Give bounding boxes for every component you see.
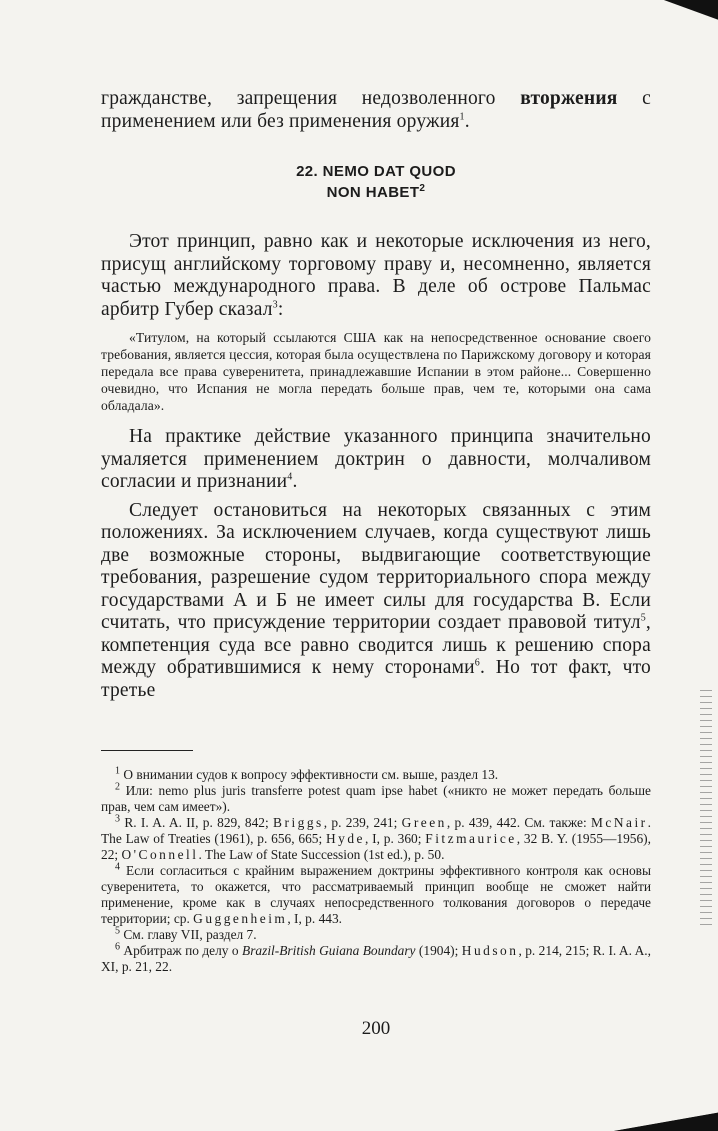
case-title: Brazil-British Guiana Boundary — [242, 943, 416, 958]
footnote-number: 6 — [115, 941, 120, 953]
text: , компетенция суда все равно сводится лишь к решению спора между обратившимися к нему сторонами — [101, 612, 651, 678]
footnote-number: 4 — [115, 861, 120, 873]
text: Следует остановиться на некоторых связанных с этим положениях. За исключением случаев, когда существуют лишь две возможные стороны, выдвигающие соответствующие требования, разрешение судом территориального спора между государствами А и Б не имеет силы для государства В. Если считать, что присуждение территории создает правовой титул — [101, 499, 651, 633]
section-heading — [101, 161, 651, 203]
text: , p. 214, 215; R. I. A. A., XI, p. 21, 22. — [101, 943, 651, 974]
text: гражданстве, запрещения недозволенного — [101, 88, 521, 109]
text: NON HABET — [326, 184, 420, 201]
text: . The Law of State Succession (1st ed.), p. 50. — [198, 847, 445, 862]
continuation-paragraph — [101, 88, 651, 133]
section-heading-line2 — [101, 182, 651, 203]
page-corner-shadow-bottom — [608, 1109, 718, 1131]
footnote-number: 2 — [115, 781, 120, 793]
author: Guggenheim — [193, 911, 288, 926]
text: Арбитраж по делу о — [123, 943, 243, 958]
text: : — [277, 298, 284, 320]
paragraph-2 — [101, 426, 651, 494]
text: . Но тот факт, что третье — [101, 657, 651, 701]
text: . The Law of Treaties (1961), p. 656, 665; — [101, 815, 651, 846]
paragraph-1 — [101, 231, 651, 321]
author: O'Connell — [121, 847, 199, 862]
text: , I, p. 360; — [365, 831, 426, 846]
footnote-4 — [101, 863, 651, 927]
text: , p. 439, 442. См. также: — [446, 815, 591, 830]
text: . — [464, 110, 470, 132]
author: Briggs — [273, 815, 324, 830]
footnote-2 — [101, 783, 651, 815]
text: . — [292, 471, 298, 492]
text: , 32 B. Y. (1955—1956), 22; — [101, 831, 651, 862]
footnote-ref[interactable]: 4 — [287, 471, 293, 483]
footnotes — [101, 767, 651, 975]
page-corner-shadow-top — [648, 0, 718, 30]
author: Hyde — [326, 831, 366, 846]
footnote-ref[interactable]: 1 — [459, 111, 465, 122]
block-quote: «Титулом, на который ссылаются США как на непосредственное основание своего требования, является цессия, которая была осуществлена по Парижскому договору и которая передала все права суверенитета, принадлежавшие Испании в этом районе... Совершенно очевидно, что Испания не могла передать больше прав, чем те, которыми она сама обладала». — [101, 330, 651, 413]
footnote-divider — [101, 750, 193, 751]
text: Или: nemo plus juris transferre potest quam ipse habet («никто не может передать больше прав, чем сам имеет»). — [101, 783, 651, 814]
book-page — [101, 88, 651, 1039]
author: McNair — [590, 815, 648, 830]
author: Fitzmaurice — [425, 831, 517, 846]
footnote-ref[interactable]: 5 — [640, 612, 646, 624]
page-number: 200 — [361, 1018, 391, 1039]
footnote-6 — [101, 943, 651, 975]
text: Если согласиться с крайним выражением доктрины эффективного контроля как основы суверенитета, то окажется, что рассматриваемый принцип вообще не сможет найти применение, кроме как в случаях непосредственного толкования договоров о передаче территории; ср. — [101, 863, 651, 926]
page-edge-marks — [700, 690, 712, 930]
footnote-number: 3 — [115, 813, 120, 825]
footnote-ref[interactable]: 6 — [474, 657, 480, 669]
footnote-number: 5 — [115, 925, 120, 937]
paragraph-3 — [101, 500, 651, 703]
text: , p. 239, 241; — [323, 815, 402, 830]
bold-word: вторжения — [520, 88, 618, 109]
text: , I, p. 443. — [287, 911, 343, 926]
text: О внимании судов к вопросу эффективности см. выше, раздел 13. — [123, 767, 499, 782]
footnote-5 — [101, 927, 651, 943]
text: (1904); — [415, 943, 462, 958]
text: Этот принцип, равно как и некоторые исключения из него, присущ английскому торговому праву и, несомненно, является частью международного права. В деле об острове Пальмас арбитр Губер сказал — [101, 231, 651, 320]
text: См. главу VII, раздел 7. — [123, 927, 257, 942]
footnote-1 — [101, 767, 651, 783]
author: Hudson — [461, 943, 519, 958]
footnote-ref[interactable]: 3 — [272, 299, 278, 310]
author: Green — [401, 815, 447, 830]
footnote-number: 1 — [115, 765, 120, 777]
footnote-3 — [101, 815, 651, 863]
text: На практике действие указанного принципа значительно умаляется применением доктрин о давности, молчаливом согласии и признании — [101, 426, 651, 492]
section-heading-line1: 22. NEMO DAT QUOD — [296, 163, 456, 180]
text: R. I. A. A. II, p. 829, 842; — [124, 815, 274, 830]
text: с применением или без применения оружия — [101, 88, 651, 132]
footnote-ref[interactable]: 2 — [419, 183, 426, 194]
